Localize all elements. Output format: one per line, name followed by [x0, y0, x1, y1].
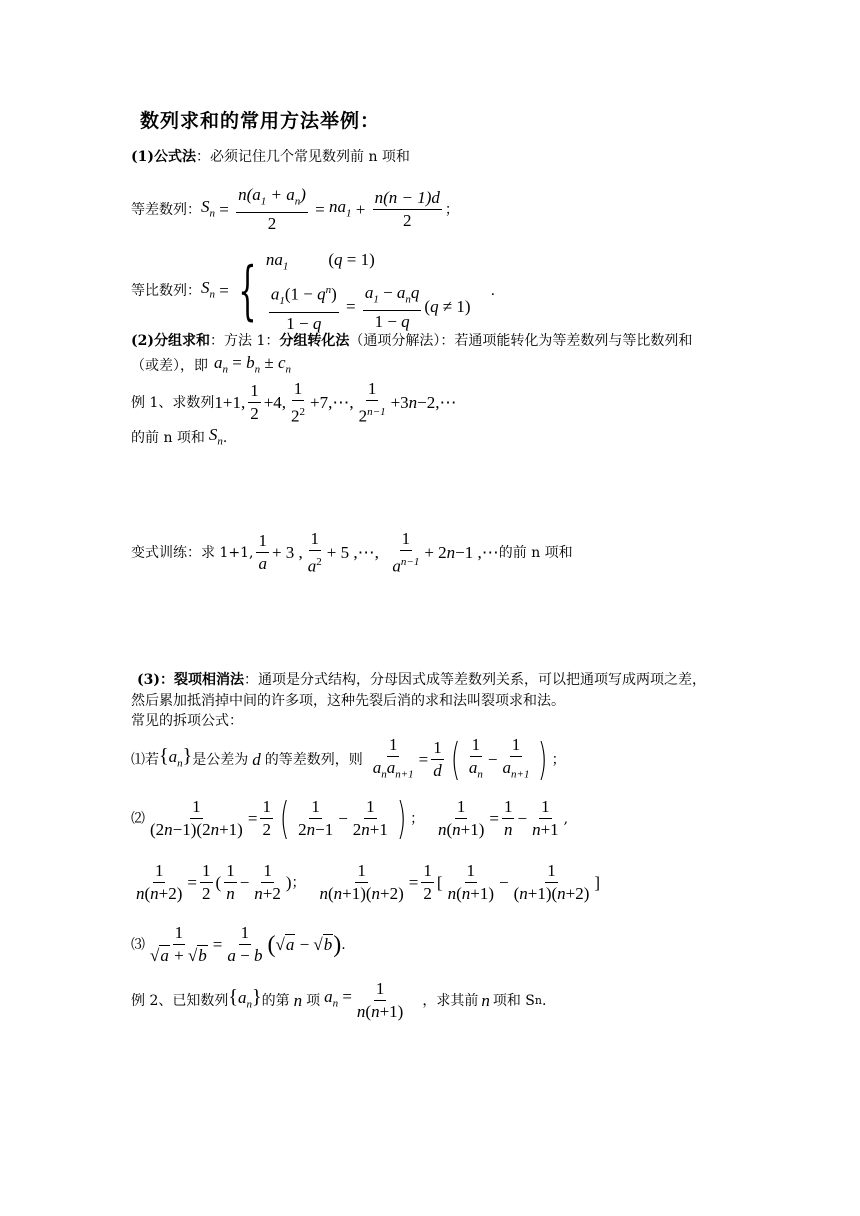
formula-3: ⑶ $\frac{1}{√a + √b}$ = $\frac{1}{a - b}$ ( √a − √b ) .: [131, 923, 346, 965]
example-2-tail: ，求其前: [422, 992, 479, 1009]
example-2: 例 2、已知数列 $\{a_n\}$ 的第 n 项 $a_n$ = $\frac{1}{n(n+1)}$ ，求其前 n 项和 S n .: [131, 979, 547, 1021]
formula-1-prefix: ⑴若: [131, 751, 159, 768]
geo-sum-formula: 等比数列： $S_n$ = { $na_1$ (q = 1) $\frac{a_1(1 - q^n)}{1 - q}$ = $a_1 - a_nq$ 1 − q (q ≠ 1) .: [131, 250, 496, 334]
common-formulas-label: 常见的拆项公式：: [131, 713, 243, 729]
example-1-tail-text: 的前 n 项和: [131, 430, 205, 447]
variant-training: 变式训练：求 1+1, 1 a + 3 , 1 $a^2$ + 5 ,⋯, 1 $a^{n-1}$ + 2 n −1 ,⋯ 的前 n 项和: [131, 529, 573, 576]
geo-label: 等比数列：: [131, 283, 201, 300]
example-2-mid: 的第: [261, 992, 290, 1009]
example-2-label: 例 2、已知数列: [131, 992, 229, 1009]
section-1-heading: [131, 146, 410, 168]
section-2-desc2: （或差），即: [131, 358, 208, 375]
section-3-heading: [137, 669, 706, 691]
section-1-desc: ：必须记住几个常见数列前 n 项和: [196, 149, 410, 165]
arith-label: 等差数列：: [131, 201, 201, 218]
arith-sum-formula: 等差数列： $S_n$ = $\frac{n(a_1 + a_n)}{2}$ = $na_1$ + $\frac{n(n - 1)d}{2}$ ；: [131, 185, 459, 234]
formula-2-prefix: ⑵: [131, 810, 145, 827]
formula-3-prefix: ⑶: [131, 936, 145, 953]
section-3-number: (3): [137, 672, 160, 688]
example-1-label: 例 1、求数列: [131, 394, 215, 411]
page-title: 数列求和的常用方法举例：: [140, 110, 381, 132]
section-2-heading: [131, 330, 692, 352]
section-2-title: (2)分组求和: [131, 333, 210, 349]
section-2-desc: （通项分解法）：若通项能转化为等差数列与等比数列和: [349, 333, 693, 349]
method-1-name: 分组转化法: [279, 333, 350, 349]
example-1-tail: 的前 n 项和 $S_n$ .: [131, 425, 228, 448]
formula-2: ⑵ $\frac{1}{(2n-1)(2n+1)}$ = $\frac{1}{2}$ ( 1 2n−1 − $\frac{1}{2n+1}$ ) ； $\frac{1}{n(n+1)}$ = $\frac{1}{n}$ − $\frac{1}{n+1}$ ,: [131, 792, 569, 844]
example-2-tail2: 项和 S: [492, 992, 535, 1009]
section-1-title: (1)公式法: [131, 149, 196, 165]
section-3-desc: ：通项是分式结构，分母因式成等差数列关系，可以把通项写成两项之差，: [244, 672, 706, 688]
section-2-desc-line2: （或差），即 $a_n = b_n \pm c_n$: [131, 353, 291, 376]
example-2-end: .: [541, 992, 547, 1009]
formula-1-mid2: 的等差数列，则: [264, 751, 363, 768]
example-2-mid2: 项: [306, 992, 321, 1009]
section-3-title: ：裂项相消法: [160, 672, 244, 688]
formula-1: ⑴若 $\{a_n\}$ 是公差为 d 的等差数列，则 1 $a_na_{n+1}$ = $\frac{1}{d}$ ( 1 $a_n$ − $\frac{1}{a_{n+1}}$ ) ；: [131, 733, 566, 785]
example-1: 例 1、求数列 1+1, 1 2 +4, 1 $2^2$ +7,⋯, 1 $2^{n-1}$ +3 n −2,⋯: [131, 379, 457, 426]
variant-training-tail: 的前 n 项和: [498, 544, 573, 561]
formula-2b: $\frac{1}{n(n+2)}$ = $\frac{1}{2}$ ( 1 n − $\frac{1}{n+2}$ ) ； $\frac{1}{n(n+1)(n+2)}$ = $\frac{1}{2}$ [ 1 n(n+1) − $\frac{1}{(n+1)(n+2)}$ ]: [136, 861, 601, 903]
example-2-sub: n: [534, 993, 542, 1007]
formula-1-mid: 是公差为: [192, 751, 249, 768]
variant-training-label: 变式训练：求 1+1,: [131, 544, 254, 561]
method-1-label: ：方法 1：: [210, 333, 280, 349]
section-3-desc2: 然后累加抵消掉中间的许多项，这种先裂后消的求和法叫裂项求和法。: [131, 693, 565, 709]
